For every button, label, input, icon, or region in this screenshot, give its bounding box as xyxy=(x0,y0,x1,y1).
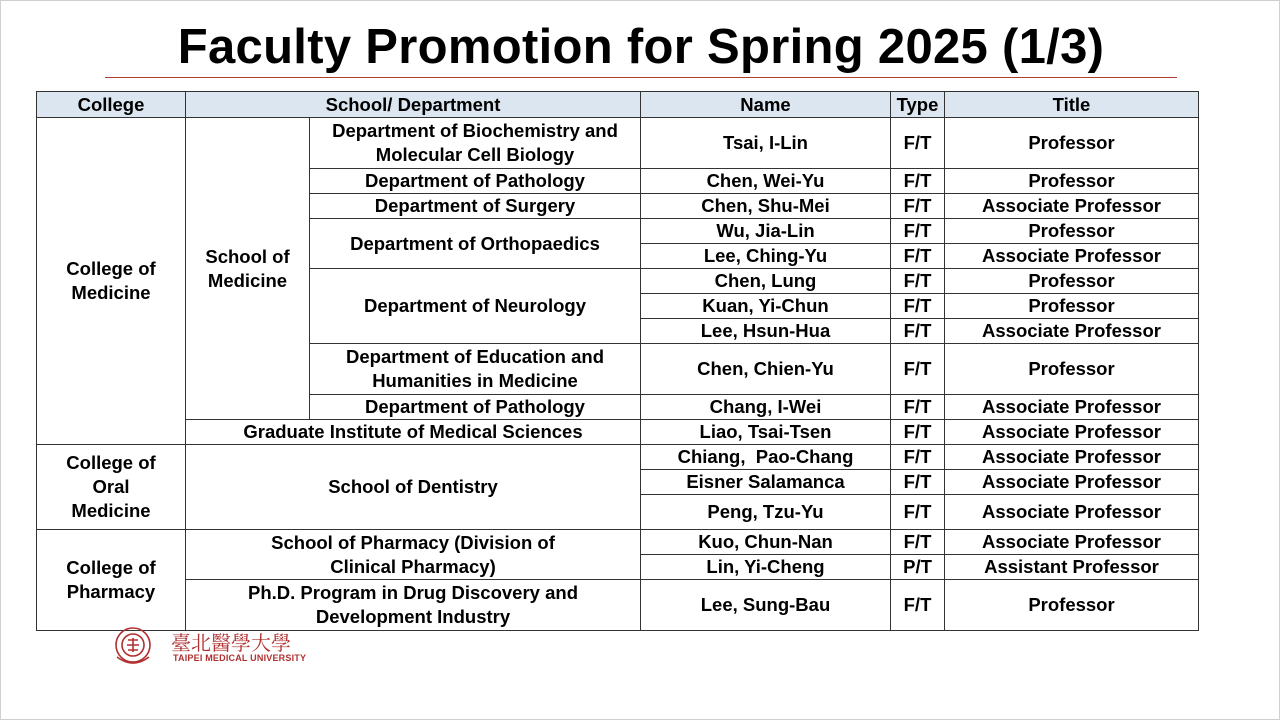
header-school-department: School/ Department xyxy=(186,92,641,118)
title-cell: Associate Professor xyxy=(945,530,1199,555)
title-cell: Associate Professor xyxy=(945,445,1199,470)
name-cell: Wu, Jia-Lin xyxy=(641,219,891,244)
school-cell: School of Dentistry xyxy=(186,445,641,530)
type-cell: F/T xyxy=(891,470,945,495)
slide-title: Faculty Promotion for Spring 2025 (1/3) xyxy=(177,20,1105,74)
name-cell: Chen, Chien-Yu xyxy=(641,344,891,395)
name-cell: Kuan, Yi-Chun xyxy=(641,294,891,319)
table-row xyxy=(37,445,1199,470)
title-cell: Associate Professor xyxy=(945,395,1199,420)
type-cell: F/T xyxy=(891,530,945,555)
name-cell: Liao, Tsai-Tsen xyxy=(641,420,891,445)
name-cell: Tsai, I-Lin xyxy=(641,118,891,169)
promotion-table xyxy=(36,91,1199,631)
school-cell: Ph.D. Program in Drug Discovery and Development Industry xyxy=(186,580,641,631)
type-cell: F/T xyxy=(891,495,945,530)
title-cell: Associate Professor xyxy=(945,194,1199,219)
name-cell: Lee, Sung-Bau xyxy=(641,580,891,631)
name-cell: Chen, Lung xyxy=(641,269,891,294)
university-name-cjk: 臺北醫學大學 xyxy=(171,633,291,655)
name-cell: Peng, Tzu-Yu xyxy=(641,495,891,530)
type-cell: F/T xyxy=(891,319,945,344)
name-cell: Lin, Yi-Cheng xyxy=(641,555,891,580)
title-cell: Professor xyxy=(945,294,1199,319)
department-cell: Department of Education and Humanities in Medicine xyxy=(310,344,641,395)
title-cell: Professor xyxy=(945,219,1199,244)
type-cell: F/T xyxy=(891,244,945,269)
department-cell: Department of Biochemistry and Molecular Cell Biology xyxy=(310,118,641,169)
name-cell: Eisner Salamanca xyxy=(641,470,891,495)
title-cell: Associate Professor xyxy=(945,319,1199,344)
type-cell: F/T xyxy=(891,445,945,470)
header-type: Type xyxy=(891,92,945,118)
type-cell: F/T xyxy=(891,169,945,194)
name-cell: Lee, Hsun-Hua xyxy=(641,319,891,344)
header-name: Name xyxy=(641,92,891,118)
title-cell: Assistant Professor xyxy=(945,555,1199,580)
title-underline xyxy=(105,77,1177,78)
type-cell: F/T xyxy=(891,395,945,420)
type-cell: F/T xyxy=(891,219,945,244)
school-cell: School of Medicine xyxy=(186,118,310,420)
name-cell: Lee, Ching-Yu xyxy=(641,244,891,269)
type-cell: F/T xyxy=(891,194,945,219)
title-cell: Professor xyxy=(945,169,1199,194)
type-cell: F/T xyxy=(891,420,945,445)
header-title: Title xyxy=(945,92,1199,118)
title-cell: Professor xyxy=(945,344,1199,395)
title-cell: Associate Professor xyxy=(945,244,1199,269)
type-cell: F/T xyxy=(891,269,945,294)
table-row xyxy=(37,420,1199,445)
type-cell: F/T xyxy=(891,344,945,395)
title-cell: Professor xyxy=(945,269,1199,294)
table-header-row xyxy=(37,92,1199,118)
table-row xyxy=(37,530,1199,555)
title-cell: Associate Professor xyxy=(945,470,1199,495)
department-cell: Department of Pathology xyxy=(310,169,641,194)
department-cell: Department of Orthopaedics xyxy=(310,219,641,269)
title-cell: Professor xyxy=(945,118,1199,169)
type-cell: F/T xyxy=(891,580,945,631)
department-cell: Department of Surgery xyxy=(310,194,641,219)
title-cell: Professor xyxy=(945,580,1199,631)
name-cell: Chang, I-Wei xyxy=(641,395,891,420)
college-cell: College of Medicine xyxy=(37,118,186,445)
department-cell: Department of Pathology xyxy=(310,395,641,420)
school-cell: School of Pharmacy (Division of Clinical Pharmacy) xyxy=(186,530,641,580)
college-cell: College of Pharmacy xyxy=(37,530,186,631)
title-cell: Associate Professor xyxy=(945,495,1199,530)
type-cell: F/T xyxy=(891,118,945,169)
table-row xyxy=(37,118,1199,169)
type-cell: P/T xyxy=(891,555,945,580)
type-cell: F/T xyxy=(891,294,945,319)
school-cell: Graduate Institute of Medical Sciences xyxy=(186,420,641,445)
name-cell: Chiang, Pao-Chang xyxy=(641,445,891,470)
department-cell: Department of Neurology xyxy=(310,269,641,344)
title-cell: Associate Professor xyxy=(945,420,1199,445)
college-cell: College of Oral Medicine xyxy=(37,445,186,530)
name-cell: Chen, Wei-Yu xyxy=(641,169,891,194)
university-name: TAIPEI MEDICAL UNIVERSITY xyxy=(173,653,307,663)
header-college: College xyxy=(37,92,186,118)
name-cell: Kuo, Chun-Nan xyxy=(641,530,891,555)
name-cell: Chen, Shu-Mei xyxy=(641,194,891,219)
